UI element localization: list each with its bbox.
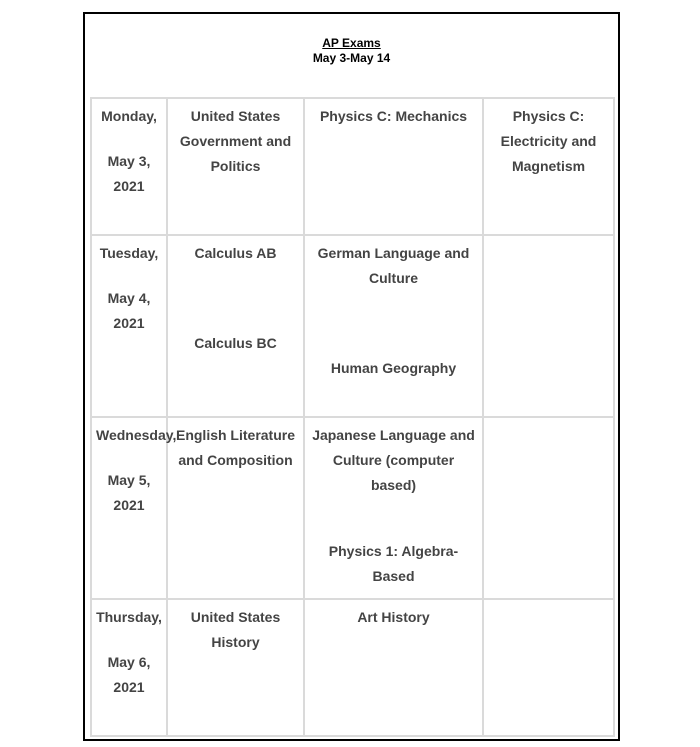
- day-date: May 4, 2021: [107, 290, 151, 331]
- exam-cell: [304, 235, 483, 417]
- day-date: May 6, 2021: [107, 654, 151, 695]
- day-name: Wednesday,: [96, 427, 177, 443]
- exam-name: Calculus AB: [194, 245, 277, 261]
- day-cell: [91, 599, 167, 736]
- exam-name: United States Government and Politics: [179, 108, 292, 174]
- exam-name: United States History: [190, 609, 281, 650]
- page-title: AP Exams: [322, 36, 381, 50]
- exam-name: Physics 1: Algebra-Based: [328, 543, 459, 584]
- exam-name: Human Geography: [330, 360, 457, 376]
- day-cell: [91, 98, 167, 235]
- exam-cell: [304, 98, 483, 235]
- exam-cell: [167, 599, 304, 736]
- exam-name: Japanese Language and Culture (computer based): [312, 427, 475, 493]
- exam-schedule-table: [90, 97, 615, 737]
- date-range-subtitle: May 3-May 14: [312, 51, 391, 65]
- exam-name: Art History: [357, 609, 430, 625]
- day-date: May 3, 2021: [107, 153, 151, 194]
- empty-cell: [483, 599, 614, 736]
- day-cell: [91, 417, 177, 599]
- day-name: Monday,: [101, 108, 157, 124]
- exam-name: Calculus BC: [194, 335, 277, 351]
- exam-name: English Literature and Composition: [175, 427, 296, 468]
- exam-cell: [483, 98, 614, 235]
- table-row: [91, 235, 614, 417]
- empty-cell: [483, 417, 614, 599]
- exam-cell: [304, 599, 483, 736]
- exam-name: Physics C: Electricity and Magnetism: [500, 108, 597, 174]
- day-cell: [91, 235, 167, 417]
- exam-cell: [167, 98, 304, 235]
- document-frame: [83, 12, 620, 741]
- day-name: Thursday,: [96, 609, 162, 625]
- table-row: [91, 417, 614, 599]
- exam-cell: [167, 417, 304, 599]
- day-date: May 5, 2021: [107, 472, 151, 513]
- document-header: [85, 36, 618, 66]
- exam-cell: [304, 417, 483, 599]
- exam-name: Physics C: Mechanics: [319, 108, 468, 124]
- exam-cell: [167, 235, 304, 417]
- table-row: [91, 98, 614, 235]
- exam-name: German Language and Culture: [317, 245, 470, 286]
- table-row: [91, 599, 614, 736]
- day-name: Tuesday,: [99, 245, 159, 261]
- empty-cell: [483, 235, 614, 417]
